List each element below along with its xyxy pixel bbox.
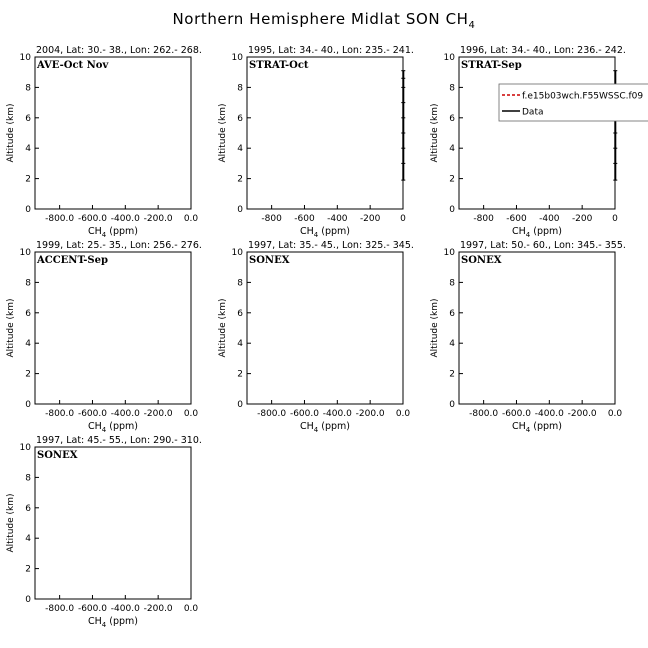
x-tick-label: -200.0 [143,604,173,614]
x-tick-label: 0.0 [607,409,623,419]
panel [430,45,648,239]
x-axis-label-units: (ppm) [318,226,350,237]
y-tick-label: 0 [449,400,455,410]
x-axis-label-units: (ppm) [318,421,350,432]
plot-frame [35,252,191,404]
x-tick-label: -400.0 [110,214,140,224]
x-tick-label: -600 [506,214,527,224]
x-tick-label: 0 [612,214,618,224]
x-axis-label-subscript: 4 [313,231,319,239]
panel [6,240,202,434]
y-tick-label: 4 [25,534,31,545]
x-axis-label [88,421,138,434]
y-tick-label: 2 [25,564,31,575]
x-axis-label-main: CH [512,226,526,237]
x-axis-label-units: (ppm) [530,226,562,237]
x-tick-label: 0.0 [183,604,199,614]
y-tick-label: 10 [443,248,455,258]
x-tick-label: -200 [359,214,381,224]
x-axis-label-main: CH [512,421,526,432]
x-axis-label-subscript: 4 [101,621,107,629]
y-tick-label: 6 [449,113,455,124]
y-tick-label: 4 [25,144,31,155]
y-tick-label: 2 [237,369,243,380]
x-tick-label: 0.0 [395,409,411,419]
y-tick-label: 2 [449,369,455,380]
y-tick-label: 6 [25,113,31,124]
x-axis-label-units: (ppm) [530,421,562,432]
x-axis-label-main: CH [88,226,102,237]
y-tick-label: 8 [449,278,455,289]
x-tick-label: -200.0 [355,409,385,419]
panel-header: 2004, Lat: 30.- 38., Lon: 262.- 268. [36,45,202,56]
campaign-label: STRAT-Oct [249,60,309,71]
x-tick-label: -600.0 [501,409,531,419]
x-tick-label: -200 [571,214,593,224]
x-axis-label [88,226,138,239]
x-tick-label: 0.0 [183,214,199,224]
y-tick-label: 10 [19,248,31,258]
y-tick-label: 0 [25,400,31,410]
y-tick-label: 4 [25,339,31,350]
x-axis-label-units: (ppm) [106,421,138,432]
x-tick-label: -600.0 [77,604,107,614]
figure-title-subscript: 4 [468,20,476,31]
x-tick-label: -600.0 [77,214,107,224]
x-tick-label: 0.0 [183,409,199,419]
y-tick-label: 6 [237,113,243,124]
campaign-label: STRAT-Sep [461,60,522,71]
panel [430,240,626,434]
x-axis-label-subscript: 4 [101,231,107,239]
y-tick-label: 8 [449,83,455,94]
campaign-label: SONEX [37,450,78,461]
x-tick-label: -200.0 [567,409,597,419]
x-tick-label: -400 [539,214,560,224]
campaign-label: SONEX [461,255,502,266]
x-tick-label: -200.0 [143,214,173,224]
y-tick-label: 2 [237,174,243,185]
panel-header: 1996, Lat: 34.- 40., Lon: 236.- 242. [460,45,626,56]
y-tick-label: 0 [25,595,31,605]
y-tick-label: 6 [449,308,455,319]
legend-label: Data [522,107,544,118]
y-tick-label: 8 [237,83,243,94]
y-tick-label: 10 [19,53,31,63]
panel-header: 1997, Lat: 50.- 60., Lon: 345.- 355. [460,240,626,251]
y-tick-label: 2 [449,174,455,185]
panel [218,45,414,239]
x-tick-label: -800 [473,214,494,224]
panel [6,45,202,239]
campaign-label: ACCENT-Sep [37,255,108,266]
x-axis-label-units: (ppm) [106,616,138,627]
y-axis-label: Altitude (km) [218,298,228,358]
x-axis-label [512,226,562,239]
plot-frame [247,252,403,404]
x-tick-label: -800.0 [45,409,75,419]
plot-frame [459,252,615,404]
panel [218,240,414,434]
y-tick-label: 8 [25,83,31,94]
x-tick-label: -800.0 [257,409,287,419]
y-tick-label: 8 [25,278,31,289]
y-tick-label: 0 [25,205,31,215]
plot-frame [35,447,191,599]
campaign-label: SONEX [249,255,290,266]
panel-header: 1997, Lat: 45.- 55., Lon: 290.- 310. [36,435,202,446]
x-tick-label: -400.0 [322,409,352,419]
x-tick-label: -400.0 [110,409,140,419]
campaign-label: AVE-Oct Nov [37,60,109,71]
panel-header: 1995, Lat: 34.- 40., Lon: 235.- 241. [248,45,414,56]
x-axis-label-subscript: 4 [525,231,531,239]
y-tick-label: 0 [237,205,243,215]
y-tick-label: 10 [443,53,455,63]
x-tick-label: -400 [327,214,348,224]
x-axis-label-units: (ppm) [106,226,138,237]
x-tick-label: -200.0 [143,409,173,419]
x-tick-label: -600.0 [77,409,107,419]
figure-title: Northern Hemisphere Midlat SON $CH_4$ [172,10,476,31]
y-axis-label: Altitude (km) [6,493,16,553]
y-tick-label: 4 [449,144,455,155]
y-tick-label: 8 [25,473,31,484]
y-tick-label: 0 [237,400,243,410]
panel-header: 1997, Lat: 35.- 45., Lon: 325.- 345. [248,240,414,251]
y-tick-label: 6 [25,503,31,514]
y-axis-label: Altitude (km) [430,103,440,163]
x-axis-label-main: CH [88,616,102,627]
x-tick-label: -600.0 [289,409,319,419]
y-tick-label: 4 [449,339,455,350]
x-tick-label: -600 [294,214,315,224]
y-tick-label: 2 [25,369,31,380]
x-axis-label-subscript: 4 [101,426,107,434]
y-tick-label: 8 [237,278,243,289]
x-axis-label-main: CH [300,421,314,432]
x-tick-label: 0 [400,214,406,224]
x-axis-label [300,421,350,434]
y-tick-label: 4 [237,144,243,155]
x-axis-label-subscript: 4 [525,426,531,434]
x-axis-label-main: CH [300,226,314,237]
x-tick-label: -800.0 [469,409,499,419]
x-tick-label: -800 [261,214,282,224]
plot-frame [35,57,191,209]
y-tick-label: 10 [231,53,243,63]
panel-header: 1999, Lat: 25.- 35., Lon: 256.- 276. [36,240,202,251]
y-axis-label: Altitude (km) [6,298,16,358]
x-tick-label: -400.0 [110,604,140,614]
x-axis-label [512,421,562,434]
x-tick-label: -400.0 [534,409,564,419]
x-tick-label: -800.0 [45,604,75,614]
x-axis-label-subscript: 4 [313,426,319,434]
plot-frame [247,57,403,209]
y-tick-label: 2 [25,174,31,185]
y-tick-label: 10 [231,248,243,258]
y-axis-label: Altitude (km) [430,298,440,358]
y-tick-label: 4 [237,339,243,350]
x-axis-label [88,616,138,629]
y-tick-label: 10 [19,443,31,453]
y-tick-label: 6 [237,308,243,319]
x-tick-label: -800.0 [45,214,75,224]
panels [6,45,648,629]
y-axis-label: Altitude (km) [218,103,228,163]
legend-label: f.e15b03wch.F55WSSC.f09 [522,91,644,102]
y-axis-label: Altitude (km) [6,103,16,163]
plot-frame [459,57,615,209]
y-tick-label: 0 [449,205,455,215]
y-tick-label: 6 [25,308,31,319]
panel [6,435,202,629]
x-axis-label [300,226,350,239]
x-axis-label-main: CH [88,421,102,432]
